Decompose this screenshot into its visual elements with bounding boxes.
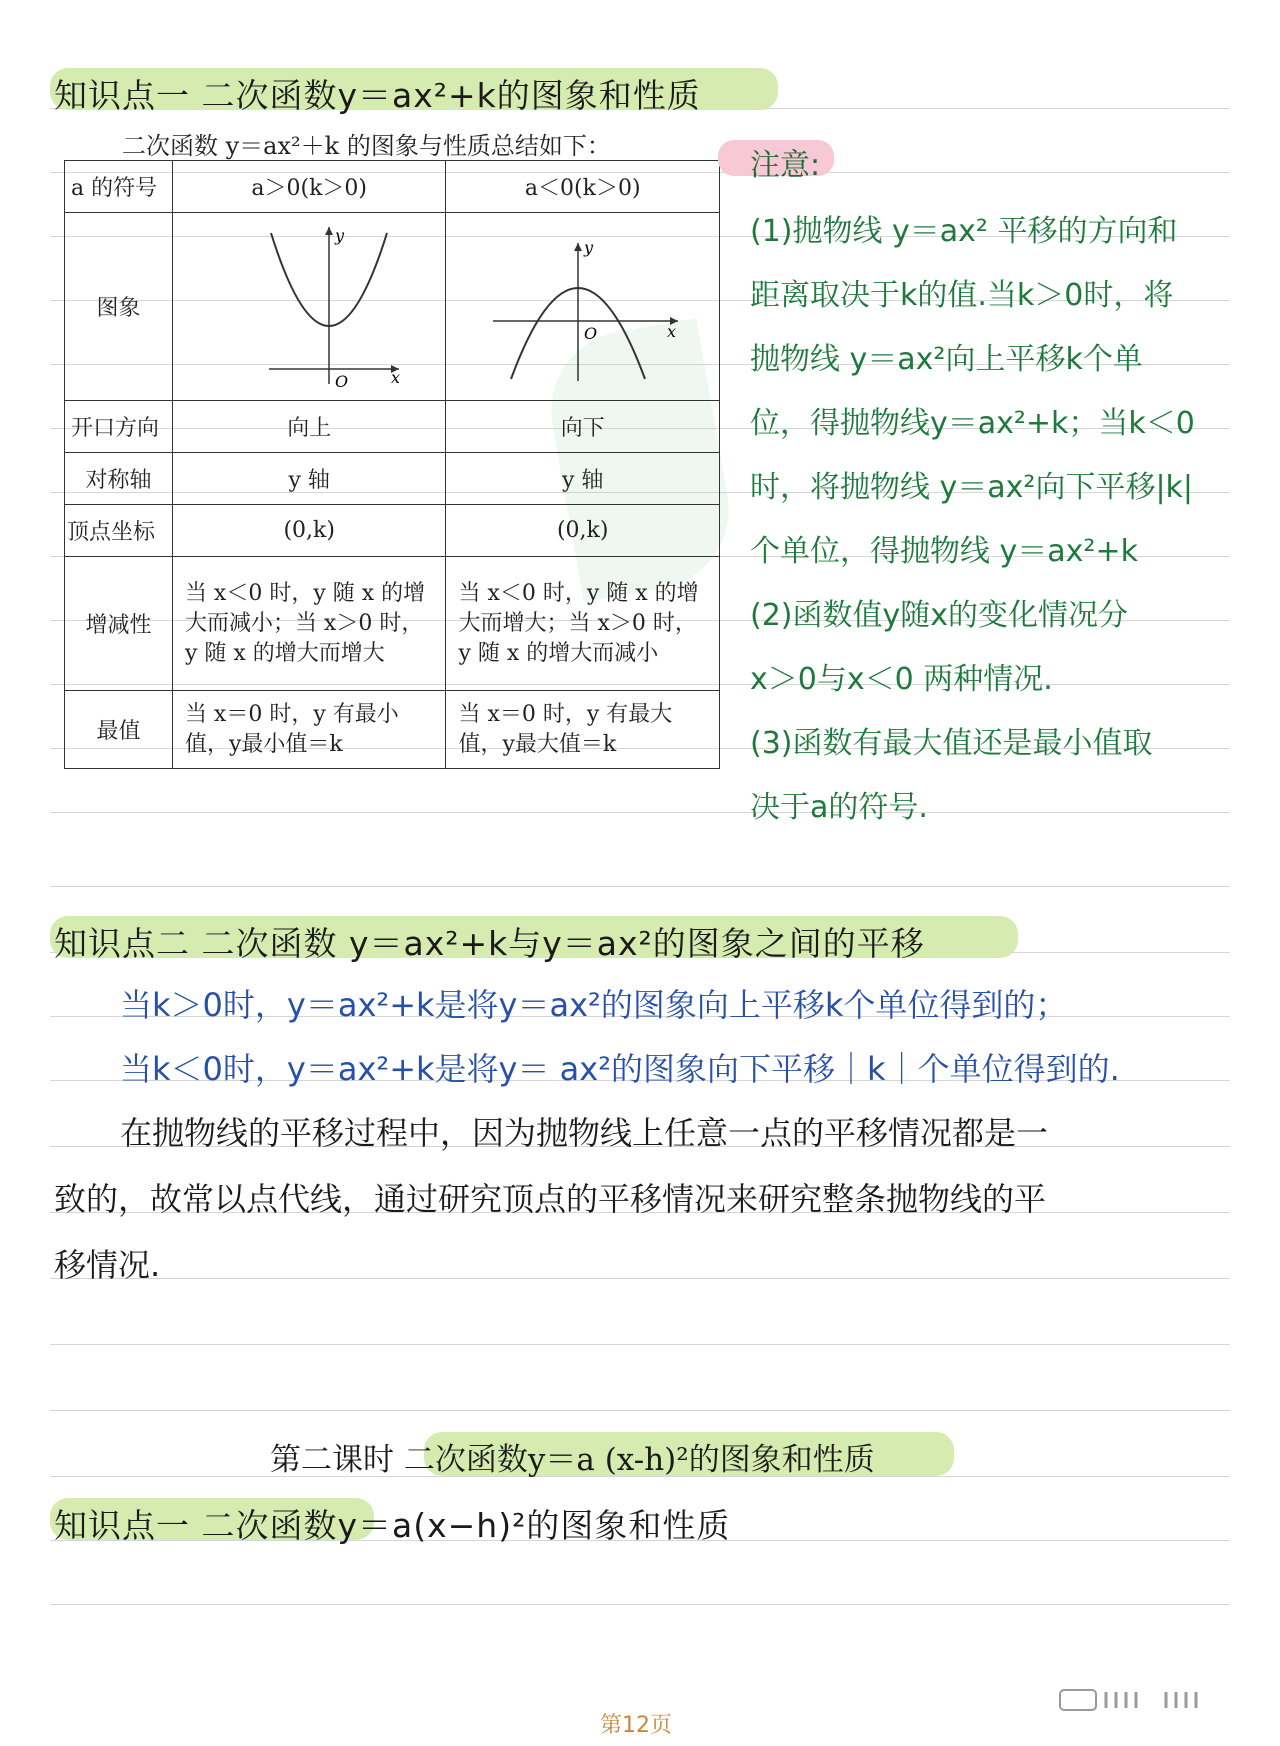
header-negative: a＜0(k＞0) <box>446 161 720 213</box>
table-caption: 二次函数 y＝ax²＋k 的图象与性质总结如下： <box>122 132 611 160</box>
notes-title: 注意: <box>750 148 821 183</box>
properties-table <box>64 160 720 769</box>
table-row: 增减性 当 x＜0 时，y 随 x 的增大而减小；当 x＞0 时，y 随 x 的增大而增大 当 x＜0 时，y 随 x 的增大而增大；当 x＞0 时，y 随 x 的增大而减小 <box>65 557 720 691</box>
scroll-indicator-icon <box>1058 1686 1234 1712</box>
axis-x-label: x <box>666 321 676 341</box>
page-number: 第12页 <box>600 1713 672 1738</box>
table-row: 顶点坐标 (0,k) (0,k) <box>65 505 720 557</box>
graph-upward-cell <box>172 213 446 401</box>
upward-parabola-graph <box>209 219 409 389</box>
lesson2-title: 第二课时 二次函数y＝a (x-h)²的图象和性质 <box>270 1442 875 1478</box>
body-line-2: 致的，故常以点代线，通过研究顶点的平移情况来研究整条抛物线的平 <box>54 1180 1047 1218</box>
axis-x-label: x <box>391 367 401 387</box>
blue-line-2: 当k＜0时，y＝ax²+k是将y＝ ax²的图象向下平移｜k｜个单位得到的. <box>120 1050 1120 1088</box>
axis-y-label: y <box>335 225 345 245</box>
blue-line-1: 当k＞0时，y＝ax²+k是将y＝ax²的图象向上平移k个单位得到的； <box>120 986 1068 1024</box>
section1-title: 知识点一 二次函数y＝ax²+k的图象和性质 <box>54 76 701 115</box>
body-line-3: 移情况. <box>54 1246 161 1284</box>
origin-label: O <box>583 323 597 343</box>
header-sign: a 的符号 <box>65 161 173 213</box>
lesson2-point1: 知识点一 二次函数y＝a(x−h)²的图象和性质 <box>54 1506 731 1545</box>
section2-title: 知识点二 二次函数 y＝ax²+k与y＝ax²的图象之间的平移 <box>54 924 925 963</box>
axis-y-label: y <box>583 237 593 257</box>
table-row: 开口方向 向上 向下 <box>65 401 720 453</box>
table-row: 最值 当 x＝0 时，y 有最小值，y最小值＝k 当 x＝0 时，y 有最大值，y最大值＝k <box>65 691 720 769</box>
origin-label: O <box>335 371 349 389</box>
graph-row-label: 图象 <box>65 213 173 401</box>
header-positive: a＞0(k＞0) <box>172 161 446 213</box>
body-line-1: 在抛物线的平移过程中，因为抛物线上任意一点的平移情况都是一 <box>120 1114 1049 1152</box>
table-row: 对称轴 y 轴 y 轴 <box>65 453 720 505</box>
graph-downward-cell <box>446 213 720 401</box>
downward-parabola-graph <box>483 219 683 389</box>
